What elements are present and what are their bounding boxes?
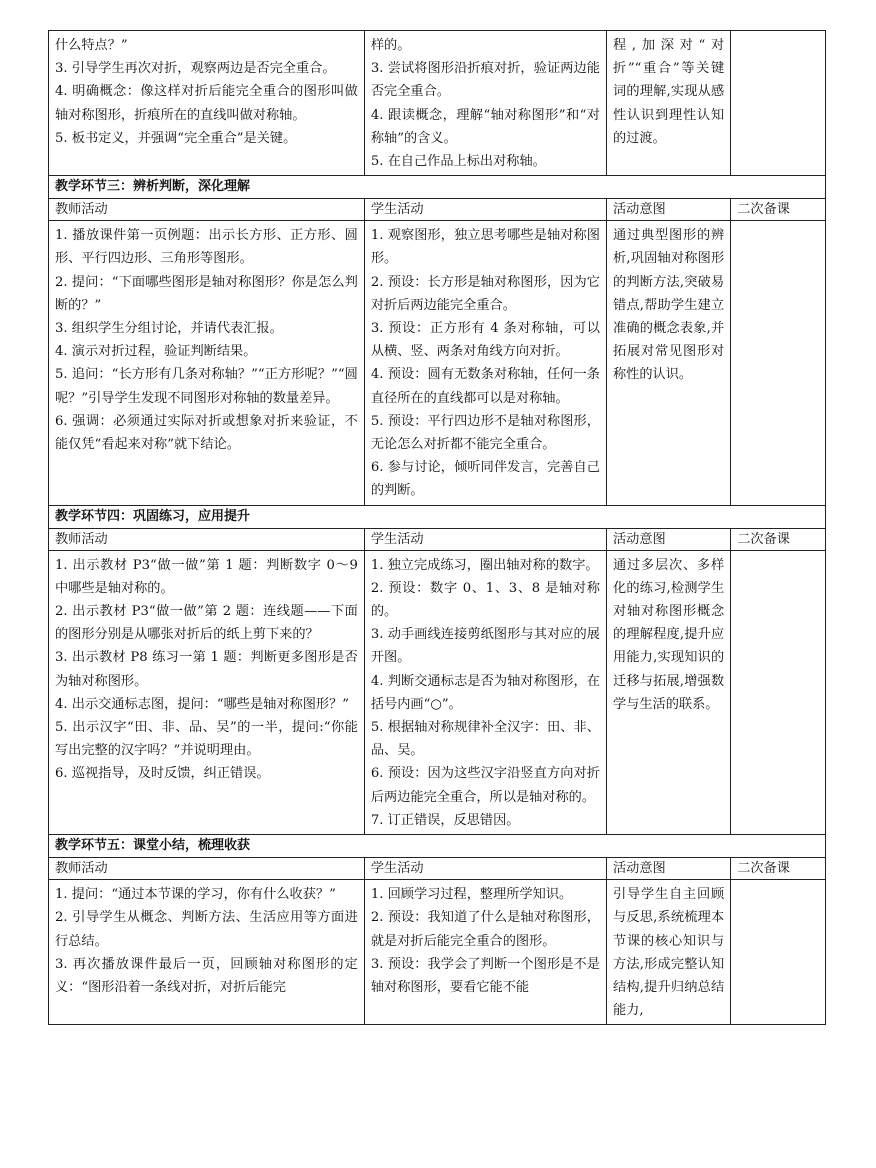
secondary-prep-cell — [731, 31, 826, 176]
list-item: 3. 引导学生再次对折，观察两边是否完全重合。 — [55, 61, 336, 77]
section-title: 教学环节三：辨析判断，深化理解 — [49, 176, 826, 199]
list-item: 4. 预设：圆有无数条对称轴，任何一条直径所在的直线都可以是对称轴。 — [370, 367, 600, 406]
list-item: 4. 判断交通标志是否为轴对称图形，在括号内画“○”。 — [370, 673, 600, 712]
secondary-prep-cell — [731, 550, 826, 834]
section-title: 教学环节四：巩固练习，应用提升 — [49, 505, 826, 528]
header-row — [49, 858, 826, 880]
lesson-plan-page — [48, 30, 826, 1025]
section-title-row — [49, 176, 826, 199]
header-notes: 二次备课 — [731, 528, 826, 550]
list-item: 3. 出示教材 P8 练习一第 1 题：判断更多图形是否为轴对称图形。 — [55, 650, 358, 689]
list-item: 6. 巡视指导，及时反馈，纠正错误。 — [55, 766, 270, 782]
list-item: 6. 预设：因为这些汉字沿竖直方向对折后两边能完全重合，所以是轴对称的。 — [370, 766, 600, 805]
secondary-prep-cell — [731, 880, 826, 1025]
header-row — [49, 199, 826, 221]
list-item: 3. 预设：正方形有 4 条对称轴，可以从横、竖、两条对角线方向对折。 — [370, 321, 600, 360]
header-teacher: 教师活动 — [49, 528, 365, 550]
header-student: 学生活动 — [364, 199, 606, 221]
teacher-activity-cell — [49, 880, 365, 1025]
header-teacher: 教师活动 — [49, 858, 365, 880]
student-activity-cell — [364, 221, 606, 505]
list-item: 4. 演示对折过程，验证判断结果。 — [55, 344, 257, 360]
list-item: 什么特点？” — [55, 38, 128, 53]
list-item: 2. 引导学生从概念、判断方法、生活应用等方面进行总结。 — [55, 910, 358, 949]
header-student: 学生活动 — [364, 528, 606, 550]
list-item: 1. 提问：“通过本节课的学习，你有什么收获？” — [55, 887, 336, 903]
list-item: 2. 预设：长方形是轴对称图形，因为它对折后两边能完全重合。 — [370, 274, 600, 313]
content-row — [49, 221, 826, 505]
activity-intent-cell — [606, 221, 730, 505]
teacher-activity-cell — [49, 221, 365, 505]
list-item: 1. 观察图形，独立思考哪些是轴对称图形。 — [370, 228, 600, 267]
list-item: 1. 回顾学习过程，整理所学知识。 — [370, 887, 573, 903]
list-item: 6. 强调：必须通过实际对折或想象对折来验证，不能仅凭“看起来对称”就下结论。 — [55, 413, 358, 453]
section-title-row — [49, 835, 826, 858]
list-item: 1. 独立完成练习，圈出轴对称的数字。 — [370, 557, 599, 573]
header-notes: 二次备课 — [731, 199, 826, 221]
list-item: 7. 订正错误，反思错因。 — [370, 812, 520, 828]
list-item: 5. 出示汉字“田、非、品、吴”的一半，提问:“你能写出完整的汉字吗？”并说明理由。 — [55, 720, 358, 759]
header-intent: 活动意图 — [606, 858, 730, 880]
list-item: 3. 再次播放课件最后一页，回顾轴对称图形的定义：“图形沿着一条线对折，对折后能完 — [55, 956, 358, 995]
activity-intent-cell — [606, 880, 730, 1025]
list-item: 3. 动手画线连接剪纸图形与其对应的展开图。 — [370, 627, 600, 666]
list-item: 5. 追问：“长方形有几条对称轴？”“正方形呢？”“圆呢？”引导学生发现不同图形对称轴的数量差异。 — [55, 367, 358, 406]
list-item: 4. 明确概念：像这样对折后能完全重合的图形叫做轴对称图形，折痕所在的直线叫做对称轴。 — [55, 84, 358, 123]
section-title: 教学环节五：课堂小结，梳理收获 — [49, 835, 826, 858]
list-item: 3. 组织学生分组讨论，并请代表汇报。 — [55, 321, 283, 337]
content-row — [49, 550, 826, 834]
intent-text: 程,加深对“对折”“重合”等关键词的理解,实现从感性认识到理性认知的过渡。 — [612, 38, 725, 146]
lesson-plan-table — [48, 30, 826, 1025]
student-activity-cell — [364, 880, 606, 1025]
list-item: 5. 预设：平行四边形不是轴对称图形，无论怎么对折都不能完全重合。 — [370, 413, 600, 453]
list-item: 2. 预设：我知道了什么是轴对称图形，就是对折后能完全重合的图形。 — [370, 910, 600, 949]
teacher-activity-cell — [49, 550, 365, 834]
list-item: 2. 提问：“下面哪些图形是轴对称图形？你是怎么判断的？” — [55, 274, 358, 313]
header-intent: 活动意图 — [606, 528, 730, 550]
list-item: 3. 预设：我学会了判断一个图形是不是轴对称图形，要看它能不能 — [370, 956, 600, 995]
continuation-row — [49, 31, 826, 176]
intent-text: 通过典型图形的辨析,巩固轴对称图形的判断方法,突破易错点,帮助学生建立准确的概念表象,并拓展对常见图形对称性的认识。 — [612, 228, 725, 383]
intent-text: 引导学生自主回顾与反思,系统梳理本节课的核心知识与方法,形成完整认知结构,提升归纳总结能力, — [612, 887, 725, 1019]
list-item: 6. 参与讨论，倾听同伴发言，完善自己的判断。 — [370, 460, 600, 499]
content-row — [49, 880, 826, 1025]
activity-intent-cell — [606, 31, 730, 176]
list-item: 4. 跟读概念，理解“轴对称图形”和“对称轴”的含义。 — [370, 107, 600, 146]
list-item: 5. 板书定义，并强调“完全重合”是关键。 — [55, 130, 297, 146]
list-item: 4. 出示交通标志图，提问：“哪些是轴对称图形？” — [55, 696, 350, 712]
list-item: 5. 在自己作品上标出对称轴。 — [370, 154, 546, 170]
secondary-prep-cell — [731, 221, 826, 505]
list-item: 1. 出示教材 P3“做一做”第 1 题：判断数字 0～9 中哪些是轴对称的。 — [55, 557, 358, 596]
teacher-activity-cell — [49, 31, 365, 176]
list-item: 2. 预设：数字 0、1、3、8 是轴对称的。 — [370, 580, 600, 620]
header-teacher: 教师活动 — [49, 199, 365, 221]
intent-text: 通过多层次、多样化的练习,检测学生对轴对称图形概念的理解程度,提升应用能力,实现知识的迁移与拓展,增强数学与生活的联系。 — [612, 557, 725, 712]
activity-intent-cell — [606, 550, 730, 834]
list-item: 2. 出示教材 P3“做一做”第 2 题：连线题——下面的图形分别是从哪张对折后的纸上剪下来的？ — [55, 604, 358, 643]
list-item: 1. 播放课件第一页例题：出示长方形、正方形、圆形、平行四边形、三角形等图形。 — [55, 228, 358, 267]
header-row — [49, 528, 826, 550]
student-activity-cell — [364, 550, 606, 834]
header-student: 学生活动 — [364, 858, 606, 880]
list-item: 3. 尝试将图形沿折痕对折，验证两边能否完全重合。 — [370, 61, 600, 100]
list-item: 5. 根据轴对称规律补全汉字：田、非、品、吴。 — [370, 720, 600, 759]
section-title-row — [49, 505, 826, 528]
student-activity-cell — [364, 31, 606, 176]
header-notes: 二次备课 — [731, 858, 826, 880]
header-intent: 活动意图 — [606, 199, 730, 221]
list-item: 样的。 — [370, 38, 411, 53]
